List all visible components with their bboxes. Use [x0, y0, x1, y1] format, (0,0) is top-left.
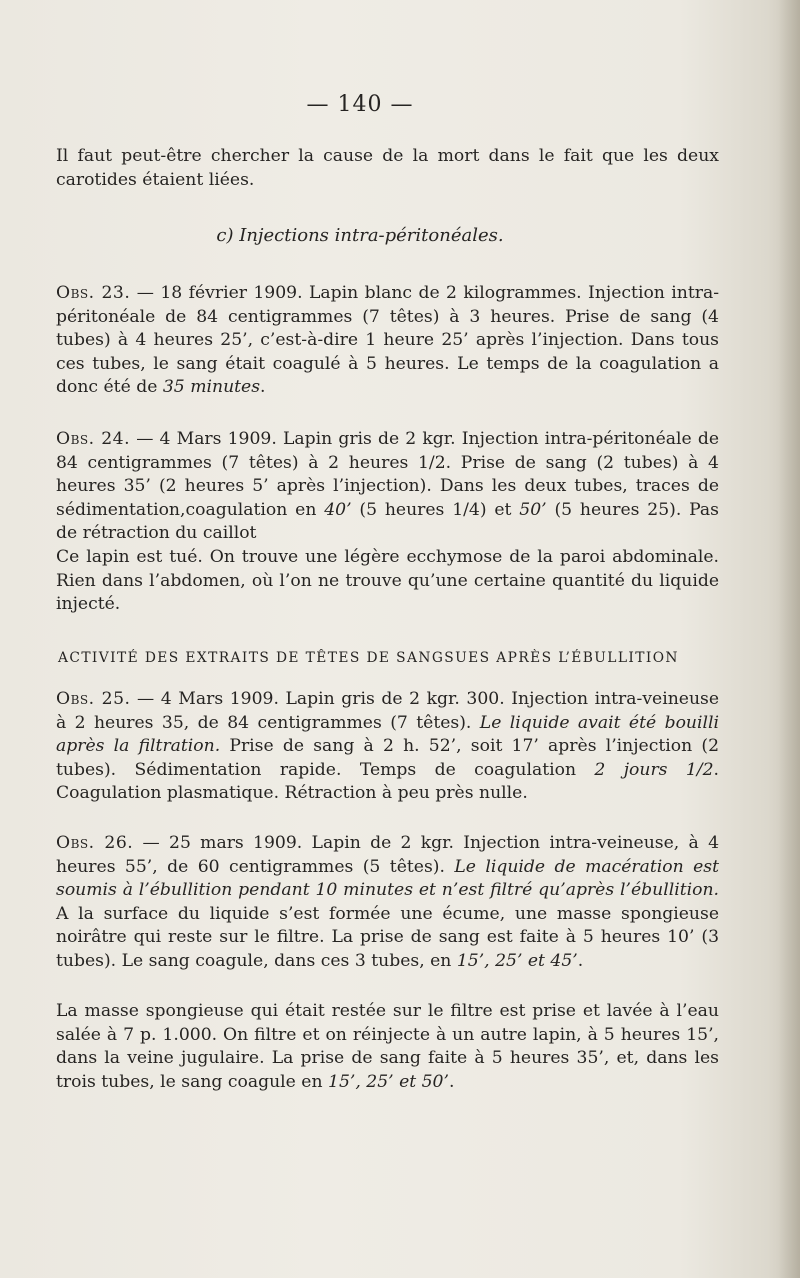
obs26-text-a: — 25 mars 1909. Lapin de 2 kgr. Injection intra-veineuse, à 4 heures 55’, de 60 centigrammes (5 têtes).	[56, 833, 720, 877]
obs24-emph-a: 40’	[324, 499, 352, 520]
obs25-emph-b: 2 jours 1/2	[594, 759, 714, 780]
obs26-emph-b: 15’, 25’ et 45’	[456, 950, 578, 971]
intro-paragraph	[56, 145, 719, 192]
obs24-paragraph	[56, 428, 719, 546]
obs24-text-a: — 4 Mars 1909. Lapin gris de 2 kgr. Injection intra-péritonéale de 84 centigrammes (7 têtes) à 2 heures 1/2. Prise de sang (2 tubes) à 4 heures 35’ (2 heures 5’ après l’injection). Dans les deux tubes, traces de sédimentation,coagulation en	[56, 429, 719, 520]
obs23-end: .	[260, 377, 266, 398]
page-number: — 140 —	[306, 92, 414, 117]
obs26-text-b: A la surface du liquide s’est formée une écume, une masse spongieuse noirâtre qui reste sur le filtre. La prise de sang est faite à 5 heures 10’ (3 tubes). Le sang coagule, dans ces 3 tubes, en	[56, 903, 719, 971]
obs25-emph-a: Le liquide avait été bouilli après la filtration.	[56, 712, 719, 757]
obs26-emph-a: Le liquide de macération est soumis à l’ébullition pendant 10 minutes et n’est filtré qu’après l’ébullition.	[56, 856, 720, 901]
intro-text: Il faut peut-être chercher la cause de la mort dans le fait que les deux carotides étaient liées.	[56, 146, 719, 190]
obs23-emph: 35 minutes	[162, 377, 261, 398]
obs25-text-b: Prise de sang à 2 h. 52’, soit 17’ après l’injection (2 tubes). Sédimentation rapide. Temps de coagulation	[56, 736, 720, 780]
obs23-text: — 18 février 1909. Lapin blanc de 2 kilogrammes. Injection intra-péritonéale de 84 centigrammes (7 têtes) à 3 heures. Prise de sang (4 tubes) à 4 heures 25’, c’est-à-dire 1 heure 25’ après l’injection. Dans tous ces tubes, le sang était coagulé à 5 heures. Le temps de la coagulation a donc été de	[56, 283, 720, 398]
obs26-paragraph	[56, 832, 719, 974]
obs26-para2-emph: 15’, 25’ et 50’	[328, 1071, 449, 1092]
obs25-label: Obs. 25.	[56, 689, 131, 709]
obs24-text-c: (5 heures 25). Pas de rétraction du caillot	[56, 499, 719, 544]
activity-title-text: ACTIVITÉ DES EXTRAITS DE TÊTES DE SANGSUES APRÈS L’ÉBULLITION	[58, 650, 679, 666]
obs24-label: Obs. 24.	[56, 429, 131, 449]
obs25-text-a: — 4 Mars 1909. Lapin gris de 2 kgr. 300. Injection intra-veineuse à 2 heures 35, de 84 centigrammes (7 têtes).	[56, 689, 720, 733]
obs24-text-b: (5 heures 1/4) et	[351, 499, 520, 520]
obs23-label: Obs. 23.	[56, 283, 131, 303]
obs26-para2-end: .	[448, 1071, 455, 1092]
obs24-paragraph-2	[56, 546, 719, 617]
obs26-paragraph-2	[56, 1000, 719, 1094]
obs24-emph-b: 50’	[519, 499, 547, 520]
obs26-end: .	[577, 950, 584, 971]
page-edge-shadow	[778, 0, 800, 1278]
obs25-paragraph	[56, 688, 719, 806]
obs24-para2: Ce lapin est tué. On trouve une légère ecchymose de la paroi abdominale. Rien dans l’abdomen, où l’on ne trouve qu’une certaine quantité du liquide injecté.	[56, 547, 719, 615]
obs23-paragraph	[56, 282, 719, 400]
obs26-para2-a: La masse spongieuse qui était restée sur le filtre est prise et lavée à l’eau salée à 7 p. 1.000. On filtre et on réinjecte à un autre lapin, à 5 heures 15’, dans la veine jugulaire. La prise de sang faite à 5 heures 35’, et, dans les trois tubes, le sang coagule en	[56, 1001, 719, 1092]
obs25-text-c: . Coagulation plasmatique. Rétraction à peu près nulle.	[56, 759, 720, 804]
section-title-injections: c) Injections intra-péritonéales.	[216, 225, 504, 246]
obs26-label: Obs. 26.	[56, 833, 134, 853]
section-title-activity	[58, 650, 758, 666]
